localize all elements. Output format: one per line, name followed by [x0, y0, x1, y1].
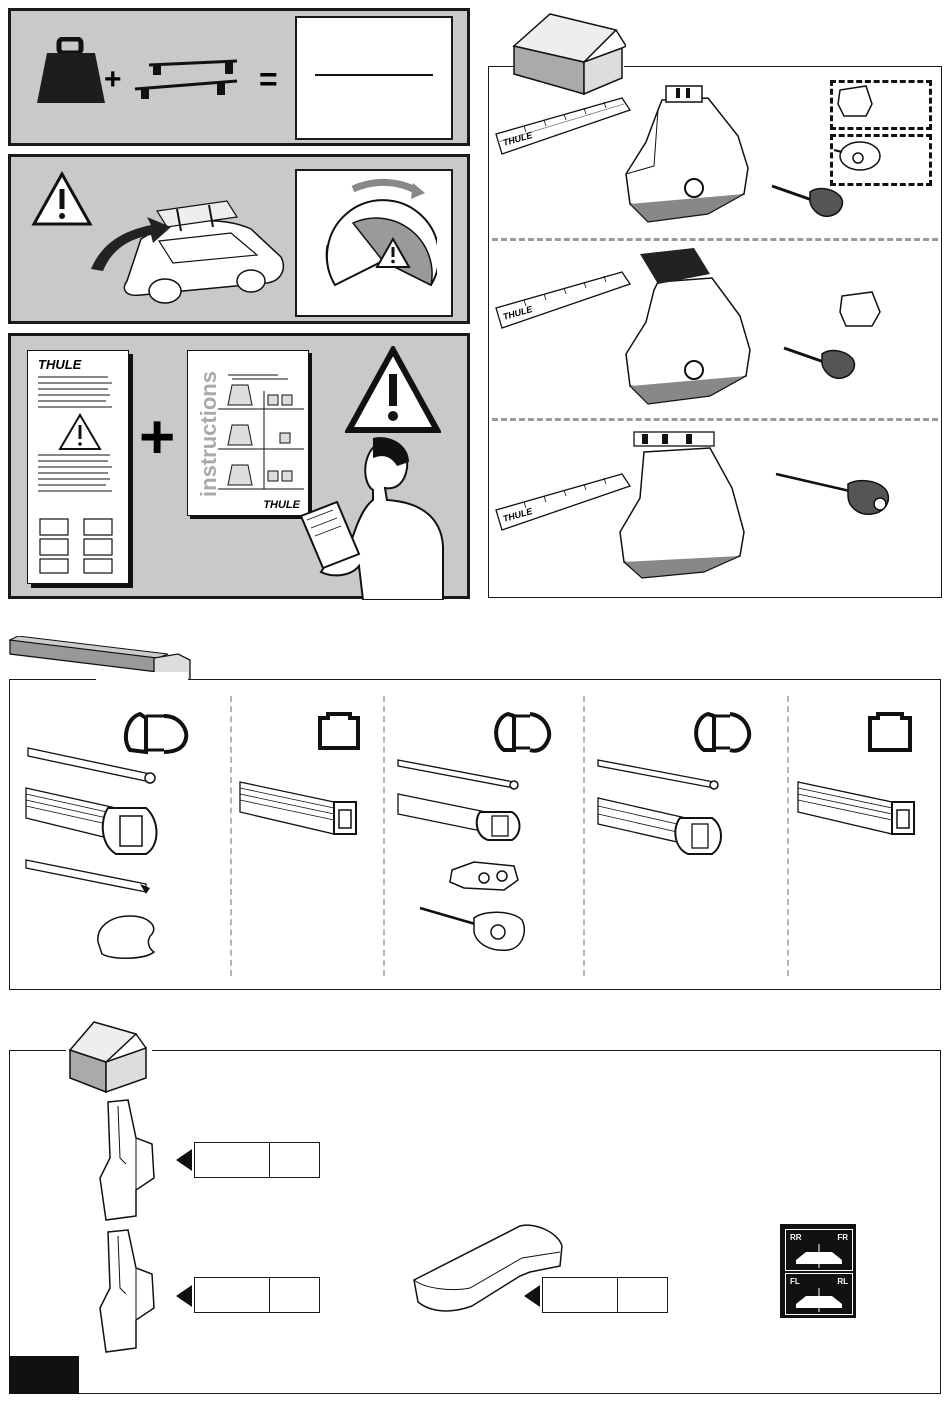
sticker-label-rr: RR: [790, 1233, 802, 1242]
part-number-box-2: [194, 1277, 320, 1313]
ruler-icon-3: [494, 472, 632, 536]
fitting-bracket-icon-2: [96, 1228, 166, 1354]
speed-warning-panel: [8, 154, 470, 324]
equals-sign: =: [259, 61, 278, 97]
pointer-arrow-1: [176, 1149, 192, 1171]
kit-divider-2: [492, 418, 938, 421]
foot-icon-2: [618, 246, 768, 410]
sticker-label-rl: RL: [837, 1277, 848, 1286]
sticker-label-fl: FL: [790, 1277, 800, 1286]
pointer-arrow-3: [524, 1285, 540, 1307]
wing-bar-top-strip-3: [596, 758, 722, 794]
plus-sign: +: [104, 63, 122, 96]
pointer-arrow-2: [176, 1285, 192, 1307]
booklet-logo: THULE: [263, 499, 300, 511]
booklet-title: instructions: [195, 371, 221, 497]
foot-icon-3: [614, 428, 764, 588]
wing-end-cap-icon: [92, 912, 162, 962]
warning-icon-large: [345, 346, 441, 434]
profile-divider-1: [230, 696, 232, 976]
part-qty-cell: [618, 1278, 667, 1312]
booklet-diagram: [218, 371, 304, 499]
part-qty-cell: [270, 1278, 319, 1312]
square-bar-icon-1: [238, 780, 362, 842]
part-number-cell: [195, 1143, 270, 1177]
end-cap-icon-1: [836, 84, 876, 120]
ruler-brand-3: THULE: [501, 506, 534, 524]
ruler-brand-1: THULE: [501, 130, 534, 148]
square-profile-icon-2: [864, 710, 916, 754]
key-tool-icon-3: [774, 466, 898, 530]
fit-kit-box-icon: [66, 1012, 152, 1096]
position-sticker-sheet: [780, 1224, 856, 1318]
fitting-bracket-icon-1: [96, 1098, 166, 1222]
manual-grid-icon: [38, 517, 118, 575]
load-value-line: [315, 74, 433, 76]
wing-bar-top-strip: [26, 746, 160, 788]
foot-icon-1: [618, 76, 768, 232]
wing-bar-body: [24, 786, 162, 858]
roof-bar-icon: [131, 59, 251, 105]
wing-bar-body-2: [396, 792, 526, 844]
profile-divider-2: [383, 696, 385, 976]
kit-divider-1: [492, 238, 938, 241]
lock-cap-icon-1: [832, 138, 884, 176]
load-value-box: [295, 16, 453, 140]
box-icon: [504, 6, 626, 96]
ruler-icon-1: [494, 96, 632, 160]
square-profile-icon-1: [314, 710, 364, 752]
wing-bar-bottom-strip: [24, 858, 154, 898]
part-qty-cell: [270, 1143, 319, 1177]
sticker-fl-rl: [785, 1273, 853, 1315]
square-bar-icon-2: [796, 780, 920, 842]
part-number-cell: [543, 1278, 618, 1312]
ruler-icon-2: [494, 270, 632, 334]
car-top-icon: [792, 1288, 846, 1312]
part-number-box-3: [542, 1277, 668, 1313]
part-number-box-1: [194, 1142, 320, 1178]
key-tool-icon-1: [770, 178, 850, 222]
speed-gauge-box: [295, 169, 453, 317]
car-top-icon: [792, 1244, 846, 1268]
reader-icon: [293, 436, 457, 600]
wing-profile-icon-2: [490, 710, 554, 754]
end-cap-icon-2: [838, 290, 884, 330]
wing-bar-top-strip-2: [396, 758, 522, 794]
manual-sheet: [27, 350, 129, 584]
adapter-icon: [444, 856, 524, 896]
wing-profile-icon-3: [690, 710, 754, 754]
bar-frame-notch: [96, 672, 188, 686]
plus-sign-large: +: [139, 403, 176, 472]
read-instructions-panel: [8, 333, 470, 599]
speed-gauge-icon: [313, 175, 437, 293]
manual-logo: THULE: [38, 357, 82, 372]
manual-text-lines: [38, 375, 118, 495]
part-number-cell: [195, 1278, 270, 1312]
key-tool-icon-2: [782, 340, 862, 384]
key-lock-icon: [418, 904, 530, 956]
sticker-rr-fr: [785, 1229, 853, 1271]
load-equation-panel: [8, 8, 470, 146]
profile-divider-4: [787, 696, 789, 976]
page-corner-block: [9, 1356, 79, 1394]
sticker-label-fr: FR: [837, 1233, 848, 1242]
ruler-brand-2: THULE: [501, 304, 534, 322]
weight-icon: [35, 37, 107, 107]
profile-divider-3: [583, 696, 585, 976]
instructions-booklet: [187, 350, 309, 516]
car-with-load-icon: [81, 185, 291, 311]
wing-bar-body-3: [596, 796, 726, 858]
